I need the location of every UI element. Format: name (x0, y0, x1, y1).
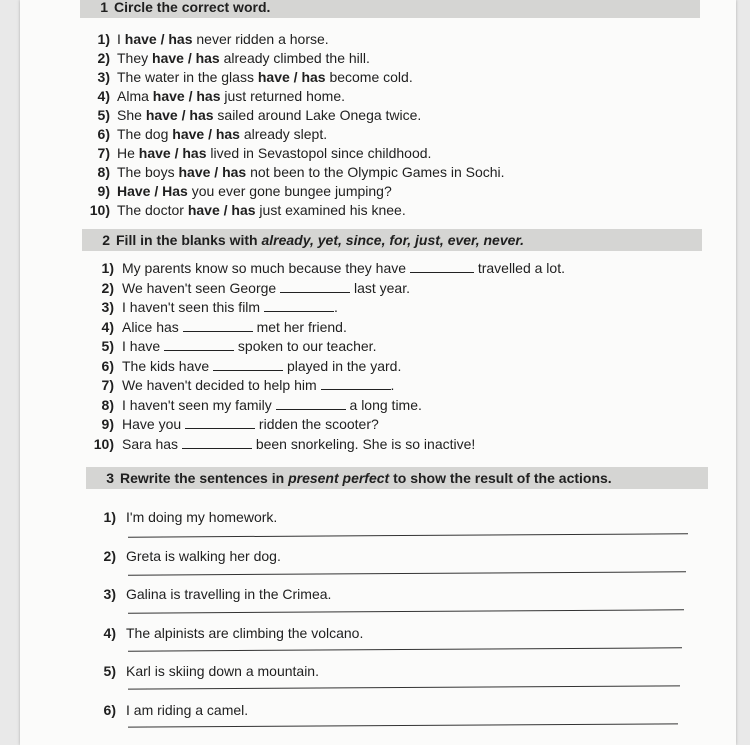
item-text-after: just returned home. (220, 88, 346, 104)
item-number: 10) (93, 435, 114, 452)
exercise-2-item (86, 337, 376, 356)
item-text-after: just examined his knee. (255, 202, 406, 218)
item-number: 4) (103, 624, 116, 641)
item-number: 10) (89, 202, 110, 218)
item-number: 7) (97, 145, 110, 161)
section-1-header (80, 0, 700, 18)
item-text-before: They (117, 50, 153, 66)
answer-blank[interactable] (182, 435, 252, 449)
word-choice-option[interactable]: have / has (172, 126, 240, 142)
item-text-before: I (117, 31, 125, 47)
exercise-3-item (90, 508, 277, 527)
item-number: 4) (101, 318, 114, 335)
background-edge (0, 0, 20, 745)
exercise-2-item (86, 357, 401, 376)
item-number: 6) (103, 701, 116, 718)
item-text-after: become cold. (325, 69, 413, 85)
item-number: 6) (97, 126, 110, 142)
item-sentence: I'm doing my homework. (126, 509, 278, 525)
section-3-title-suffix: to show the result of the actions. (389, 470, 612, 486)
item-text-before: The kids have (122, 357, 214, 374)
item-number: 8) (101, 396, 114, 413)
item-text-before: Have you (122, 416, 186, 432)
exercise-2-item (86, 259, 565, 278)
item-number: 2) (101, 279, 114, 296)
item-text-before: She (117, 107, 146, 123)
exercise-3-item (90, 585, 331, 604)
section-3-header (86, 467, 708, 489)
section-3-title-prefix: Rewrite the sentences in (120, 470, 289, 486)
item-number: 5) (97, 107, 110, 123)
item-text-after: sailed around Lake Onega twice. (213, 107, 422, 123)
item-number: 3) (97, 69, 110, 85)
exercise-2-item (86, 435, 475, 454)
answer-line[interactable] (128, 571, 686, 575)
item-text-after: travelled a lot. (473, 260, 565, 276)
item-sentence: I am riding a camel. (126, 701, 249, 718)
item-text-after: played in the yard. (283, 357, 402, 374)
item-text-before: My parents know so much because they have (122, 260, 410, 276)
exercise-2-item (86, 298, 338, 317)
item-text-before: The water in the glass (117, 69, 258, 85)
exercise-1-item (82, 144, 431, 163)
item-text-before: Sara has (122, 435, 182, 452)
item-text-after: already slept. (239, 126, 328, 142)
item-text-after: last year. (350, 279, 410, 296)
exercise-1-item (82, 125, 327, 144)
section-2-title-words: already, yet, since, for, just, ever, never. (261, 232, 524, 248)
item-number: 2) (103, 547, 116, 564)
exercise-3-item (90, 624, 363, 643)
item-number: 1) (103, 509, 116, 525)
answer-line[interactable] (128, 647, 682, 651)
exercise-1-item (82, 106, 421, 125)
exercise-1-item (82, 201, 406, 220)
item-number: 9) (101, 416, 114, 432)
item-number: 2) (97, 50, 110, 66)
item-text-before: We haven't seen George (122, 279, 281, 296)
word-choice-option[interactable]: have / has (257, 69, 326, 85)
exercise-1-item (82, 30, 329, 49)
item-number: 7) (101, 377, 114, 393)
item-text-before: The boys (117, 164, 179, 180)
answer-blank[interactable] (213, 357, 283, 371)
exercise-2-item (86, 318, 347, 337)
section-2-header (82, 229, 702, 251)
answer-blank[interactable] (410, 259, 474, 273)
item-text-after: . (333, 299, 338, 315)
item-text-after: met her friend. (252, 318, 347, 335)
exercise-2-item (86, 396, 422, 415)
item-text-before: The dog (117, 126, 173, 142)
item-number: 5) (103, 663, 116, 679)
exercise-1-item (82, 49, 370, 68)
item-number: 1) (101, 260, 114, 276)
item-text-before: Alice has (122, 318, 183, 335)
item-text-after: already climbed the hill. (219, 50, 370, 66)
word-choice-option[interactable]: have / has (178, 164, 247, 180)
item-number: 5) (101, 338, 114, 354)
item-number: 8) (97, 164, 110, 180)
item-number: 1) (97, 31, 110, 47)
item-number: 4) (97, 88, 110, 104)
exercise-2-item (86, 376, 394, 395)
exercise-1-item (82, 68, 413, 87)
item-text-after: not been to the Olympic Games in Sochi. (246, 164, 505, 180)
item-text-after: ridden the scooter? (255, 416, 379, 432)
item-sentence: Karl is skiing down a mountain. (126, 663, 319, 679)
item-text-after: you ever gone bungee jumping? (187, 183, 392, 199)
section-1-title: Circle the correct word. (114, 0, 271, 15)
item-text-before: I have (122, 338, 165, 354)
answer-blank[interactable] (321, 376, 391, 390)
word-choice-option[interactable]: have / has (187, 202, 256, 218)
section-3-title-italic: present perfect (288, 470, 390, 486)
item-sentence: Greta is walking her dog. (126, 547, 281, 564)
word-choice-option[interactable]: have / has (138, 145, 207, 161)
word-choice-option[interactable]: have / has (145, 107, 214, 123)
word-choice-option[interactable]: have / has (124, 31, 193, 47)
item-text-before: The doctor (117, 202, 188, 218)
answer-blank[interactable] (276, 396, 346, 410)
answer-line[interactable] (128, 685, 680, 689)
answer-line[interactable] (128, 533, 688, 537)
answer-line[interactable] (128, 609, 684, 613)
worksheet-page (20, 0, 736, 745)
word-choice-option[interactable]: have / has (152, 50, 220, 66)
item-text-after: lived in Sevastopol since childhood. (206, 145, 432, 161)
item-text-before: I haven't seen my family (122, 396, 276, 413)
item-text-before: We haven't decided to help him (122, 377, 321, 393)
word-choice-option[interactable]: Have / Has (117, 183, 188, 199)
item-number: 3) (101, 299, 114, 315)
item-number: 9) (97, 183, 110, 199)
section-3-number: 3 (106, 470, 114, 486)
exercise-1-item (82, 87, 345, 106)
item-text-after: . (390, 377, 395, 393)
item-text-after: never ridden a horse. (192, 31, 329, 47)
exercise-3-item (90, 547, 281, 566)
exercise-3-item (90, 701, 248, 720)
section-1-number: 1 (100, 0, 108, 15)
exercise-2-item (86, 415, 379, 434)
item-text-after: been snorkeling. She is so inactive! (251, 435, 476, 452)
exercise-2-item (86, 279, 410, 298)
item-sentence: Galina is travelling in the Crimea. (126, 586, 332, 602)
exercise-3-item (90, 662, 319, 681)
answer-blank[interactable] (164, 337, 234, 351)
answer-blank[interactable] (183, 318, 253, 332)
exercise-1-item (82, 182, 392, 201)
item-number: 3) (103, 586, 116, 602)
section-2-title-prefix: Fill in the blanks with (116, 232, 262, 248)
answer-blank[interactable] (280, 279, 350, 293)
item-number: 6) (101, 357, 114, 374)
answer-line[interactable] (128, 723, 678, 727)
section-2-number: 2 (102, 232, 110, 248)
answer-blank[interactable] (264, 298, 334, 312)
word-choice-option[interactable]: have / has (152, 88, 221, 104)
item-text-after: spoken to our teacher. (234, 338, 377, 354)
item-text-before: I haven't seen this film (122, 299, 264, 315)
exercise-1-item (82, 163, 505, 182)
answer-blank[interactable] (185, 415, 255, 429)
item-text-after: a long time. (345, 396, 422, 413)
item-text-before: Alma (117, 88, 153, 104)
item-text-before: He (117, 145, 139, 161)
item-sentence: The alpinists are climbing the volcano. (126, 624, 364, 641)
